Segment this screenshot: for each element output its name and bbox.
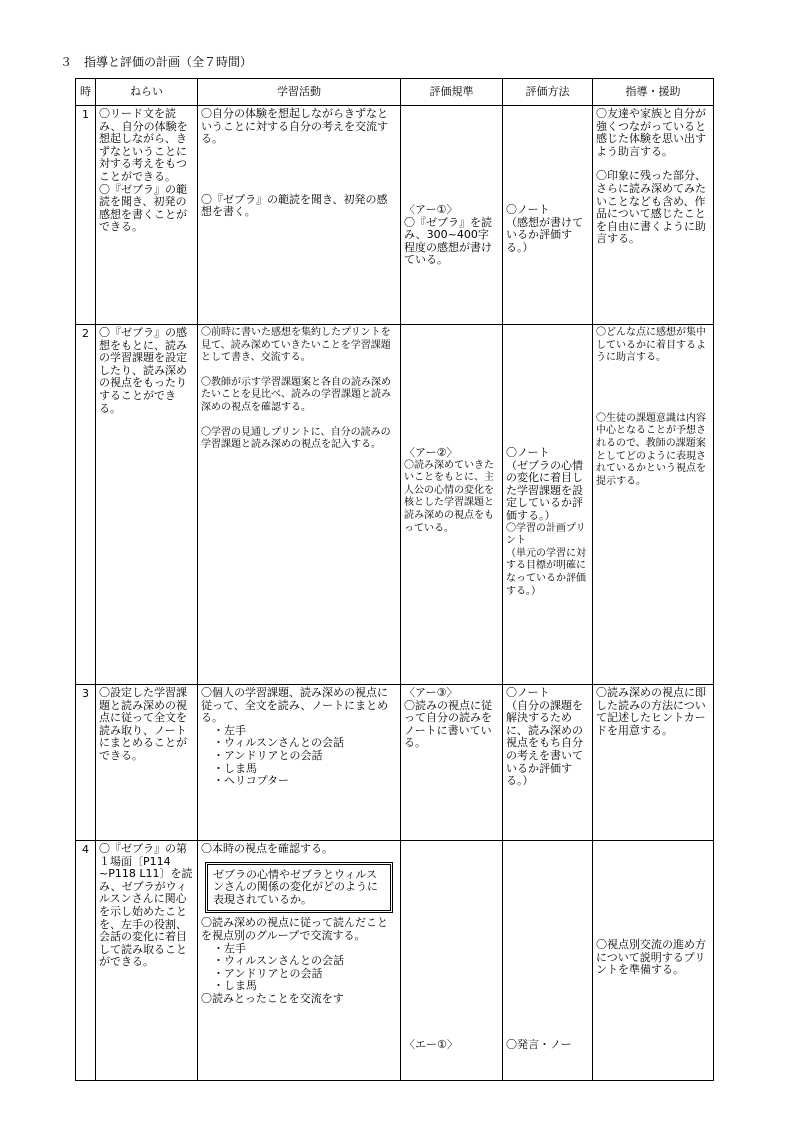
support-cell	[593, 106, 714, 325]
activity-item: 〇前時に書いた感想を集約したプリントを見て、読み深めていきたいことを学習課題として書き、交流する。	[201, 327, 391, 364]
aim-item: 〇『ゼブラ』の範読を聞き、初発の感想を書くことができる。	[99, 182, 187, 234]
table-row	[76, 841, 714, 1081]
table-header-row	[76, 79, 714, 106]
method-item: 〇ノート	[506, 686, 550, 699]
criteria-cell	[401, 841, 503, 1081]
activity-item: 〇学習の見通しプリントに、自分の読みの学習課題と読み深めの視点を記入する。	[201, 426, 391, 451]
criteria-label: 〈エー①〉	[404, 1038, 458, 1051]
page-title: ３ 指導と評価の計画（全７時間）	[60, 55, 253, 69]
header-hour: 時	[76, 79, 96, 106]
table-row	[76, 685, 714, 841]
support-item: 〇生徒の課題意識は内容中心となることが予想されるので、教師の課題案としてどのように表現されているかという視点を提示する。	[596, 412, 706, 487]
support-item: 〇読み深めの視点に即した読みの方法について記述したヒントカードを用意する。	[596, 686, 706, 737]
table-row	[76, 106, 714, 325]
support-item: 〇どんな点に感想が集中しているかに着目するように助言する。	[596, 327, 706, 364]
criteria-cell	[401, 106, 503, 325]
method-item: 〇発言・ノー	[506, 1038, 572, 1051]
support-item: 〇友達や家族と自分が強くつながっていると感じた体験を思い出すよう助言する。	[596, 107, 706, 158]
support-cell	[593, 325, 714, 685]
activity-item: 〇読み深めの視点に従って読んだことを視点別のグループで交流する。	[201, 916, 388, 942]
criteria-cell	[401, 685, 503, 841]
aim-cell	[96, 325, 198, 685]
hour-cell: 3	[76, 685, 96, 841]
header-aim: ねらい	[96, 79, 198, 106]
activity-item: 〇自分の体験を想起しながらきずなということに対する自分の考えを交流する。	[201, 107, 388, 146]
activity-list-item: ・しま馬	[213, 761, 257, 775]
header-activity: 学習活動	[198, 79, 401, 106]
activity-cell	[198, 685, 401, 841]
support-cell	[593, 685, 714, 841]
method-cell	[503, 325, 593, 685]
criteria-label: 〈アー②〉	[404, 446, 458, 459]
method-item: 〇ノート	[506, 203, 550, 216]
criteria-item: 〇読みの視点に従って自分の読みをノートに書いている。	[404, 698, 492, 750]
method-item: 〇学習の計画プリント	[506, 522, 586, 547]
activity-list-item: ・ヘリコプター	[213, 774, 290, 788]
method-item: （感想が書けているか評価する。）	[506, 215, 583, 254]
hour-cell: 1	[76, 106, 96, 325]
activity-cell	[198, 841, 401, 1081]
aim-item: 〇『ゼブラ』の感想をもとに、読みの学習課題を設定したり、読み深めの視点をもったりすることができる。	[99, 326, 187, 415]
activity-list-item: ・ウィルスンさんとの会話	[213, 736, 345, 750]
support-cell	[593, 841, 714, 1081]
criteria-item: 〇読み深めていきたいことをもとに、主人公の心情の変化を核とした学習課題と読み深めの視点をもっている。	[404, 459, 494, 534]
activity-list-item: ・左手	[213, 723, 246, 737]
method-item: 〇ノート	[506, 446, 550, 459]
method-item: （ゼブラの心情の変化に着目した学習課題を設定しているか評価する。）	[506, 458, 583, 522]
header-method: 評価方法	[503, 79, 593, 106]
method-item: （自分の課題を解決するために、読み深めの視点をもち自分の考えを書いているか評価する。）	[506, 698, 583, 788]
activity-item: 〇『ゼブラ』の範読を聞き、初発の感想を書く。	[201, 192, 388, 219]
hour-cell: 2	[76, 325, 96, 685]
aim-item: 〇『ゼブラ』の第１場面〔P114 ~P118 L11〕を読み、ゼブラがウィルスンさんに関心を示し始めたことを、左手の役割、会話の変化に着目して読み取ることができる。	[99, 842, 193, 969]
support-item: 〇印象に残った部分、さらに読み深めてみたいことなども含め、作品について感じたことを自由に書くように助言する。	[596, 169, 706, 246]
criteria-label: 〈アー③〉	[404, 686, 458, 699]
criteria-cell	[401, 325, 503, 685]
method-item: （単元の学習に対する目標が明確になっているか評価する。）	[506, 547, 586, 597]
activity-item: 〇本時の視点を確認する。	[201, 842, 333, 855]
method-cell	[503, 685, 593, 841]
activity-item: 〇教師が示す学習課題案と各自の読み深めたいことを見比べ、読みの学習課題と読み深めの視点を確認する。	[201, 376, 391, 413]
aim-item: 〇設定した学習課題と読み深めの視点に従って全文を読み取り、ノートにまとめることができる。	[99, 686, 187, 762]
header-support: 指導・援助	[593, 79, 714, 106]
aim-cell	[96, 841, 198, 1081]
table-row	[76, 325, 714, 685]
method-cell	[503, 841, 593, 1081]
hour-cell: 4	[76, 841, 96, 1081]
header-criteria: 評価規準	[401, 79, 503, 106]
criteria-label: 〈アー①〉	[404, 203, 458, 216]
activity-item: 〇読みとったことを交流をす	[201, 991, 344, 1005]
activity-cell	[198, 325, 401, 685]
support-item: 〇視点別交流の進め方について説明するプリントを準備する。	[596, 938, 706, 977]
activity-list-item: ・しま馬	[213, 979, 257, 993]
activity-list-item: ・ウィルスンさんとの会話	[213, 954, 345, 968]
activity-item: 〇個人の学習課題、読み深めの視点に従って、全文を読み、ノートにまとめる。	[201, 686, 389, 725]
aim-cell	[96, 106, 198, 325]
criteria-item: 〇『ゼブラ』を読み、300~400字程度の感想が書けている。	[404, 215, 492, 267]
activity-cell	[198, 106, 401, 325]
activity-list-item: ・左手	[213, 941, 246, 955]
aim-item: 〇リード文を読み、自分の体験を想起しながら、きずなということに対する考えをもつことができる。	[99, 107, 188, 183]
aim-cell	[96, 685, 198, 841]
activity-list-item: ・アンドリアとの会話	[213, 966, 323, 980]
activity-list-item: ・アンドリアとの会話	[213, 748, 323, 762]
viewpoint-box: ゼブラの心情やゼブラとウィルスンさんの関係の変化がどのように表現されているか。	[205, 862, 393, 914]
method-cell	[503, 106, 593, 325]
plan-table	[75, 78, 714, 1081]
